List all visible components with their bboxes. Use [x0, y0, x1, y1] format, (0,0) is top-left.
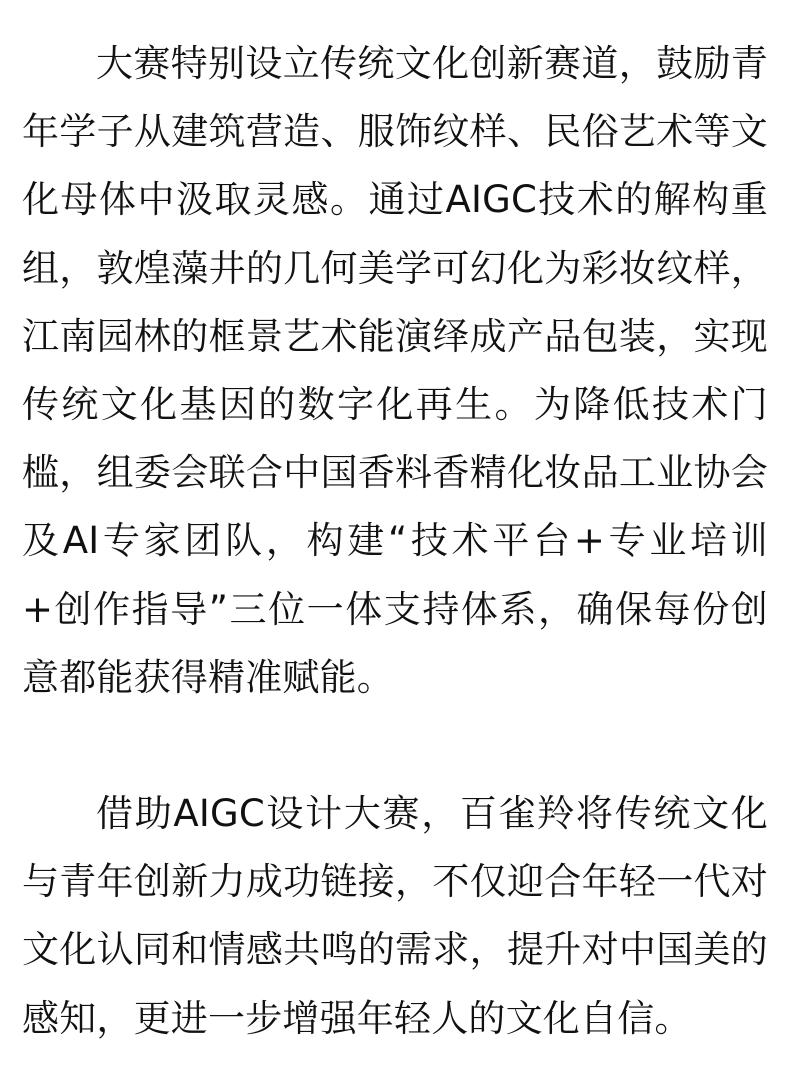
paragraph-conclusion: 借助AIGC设计大赛，百雀羚将传统文化与青年创新力成功链接，不仅迎合年轻一代对文化认同和情感共鸣的需求，提升对中国美的感知，更进一步增强年轻人的文化自信。: [22, 792, 768, 1040]
paragraph-traditional-culture-track: 大赛特别设立传统文化创新赛道，鼓励青年学子从建筑营造、服饰纹样、民俗艺术等文化母体中汲取灵感。通过AIGC技术的解构重组，敦煌藻井的几何美学可幻化为彩妆纹样，江南园林的框景艺术能演绎成产品包装，实现传统文化基因的数字化再生。为降低技术门槛，组委会联合中国香料香精化妆品工业协会及AI专家团队，构建“技术平台+专业培训+创作指导”三位一体支持体系，确保每份创意都能获得精准赋能。: [22, 42, 768, 699]
article-body: [22, 30, 768, 1053]
